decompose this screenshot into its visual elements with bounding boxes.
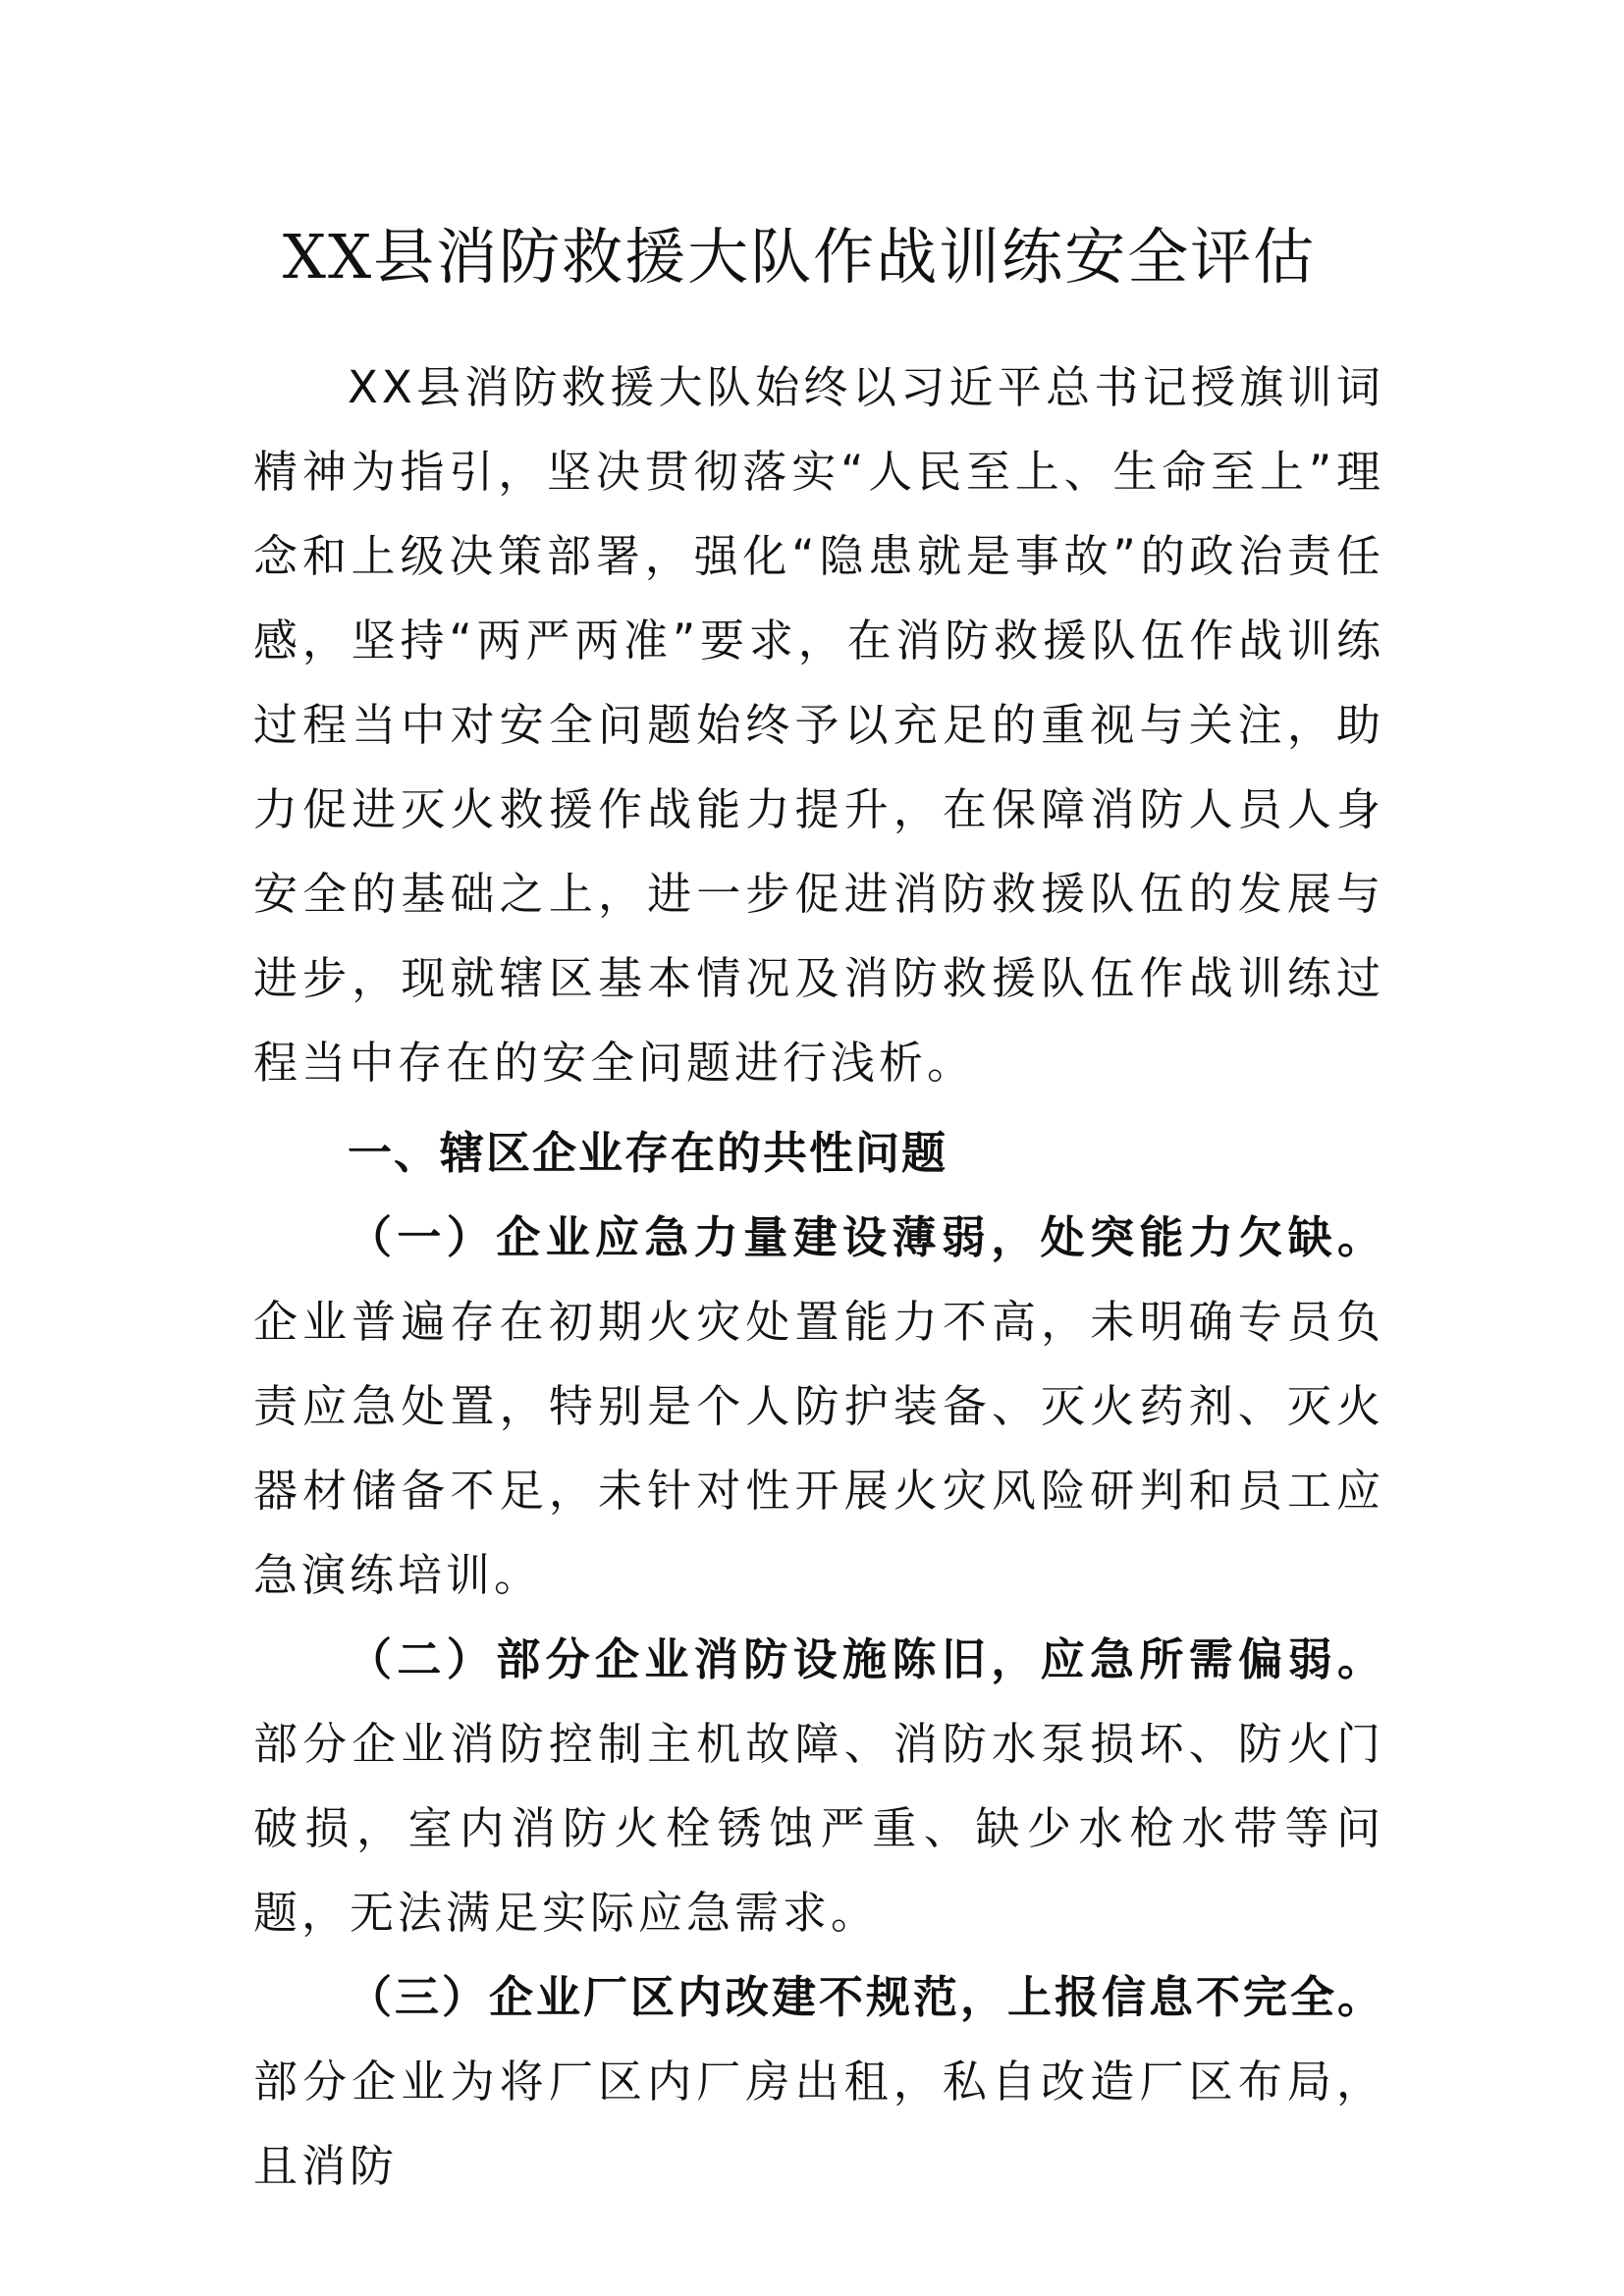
section-item-1-lead: （一）企业应急力量建设薄弱，处突能力欠缺。 bbox=[348, 1211, 1384, 1263]
section-item-2-body: 部分企业消防控制主机故障、消防水泵损坏、防火门破损，室内消防火栓锈蚀严重、缺少水枪水带等问题，无法满足实际应急需求。 bbox=[253, 1718, 1384, 1939]
section-item-2 bbox=[253, 1618, 1384, 1955]
section-item-2-lead: （二）部分企业消防设施陈旧，应急所需偏弱。 bbox=[348, 1633, 1384, 1685]
document-title: XX县消防救援大队作战训练安全评估 bbox=[282, 221, 1317, 293]
section-item-1 bbox=[253, 1196, 1384, 1618]
section-item-3-body: 部分企业为将厂区内厂房出租，私自改造厂区布局，且消防 bbox=[253, 2056, 1384, 2192]
intro-paragraph: XX县消防救援大队始终以习近平总书记授旗训词精神为指引，坚决贯彻落实“人民至上、生命至上”理念和上级决策部署，强化“隐患就是事故”的政治责任感，坚持“两严两准”要求，在消防救援队伍作战训练过程当中对安全问题始终予以充足的重视与关注，助力促进灭火救援作战能力提升，在保障消防人员人身安全的基础之上，进一步促进消防救援队伍的发展与进步，现就辖区基本情况及消防救援队伍作战训练过程当中存在的安全问题进行浅析。 bbox=[253, 361, 1384, 1089]
section-item-3 bbox=[253, 1955, 1384, 2209]
document-body bbox=[253, 208, 1384, 2209]
section-item-1-body: 企业普遍存在初期火灾处置能力不高，未明确专员负责应急处置，特别是个人防护装备、灭火药剂、灭火器材储备不足，未针对性开展火灾风险研判和员工应急演练培训。 bbox=[253, 1296, 1384, 1601]
section-heading: 一、辖区企业存在的共性问题 bbox=[348, 1127, 948, 1179]
section-item-3-lead: （三）企业厂区内改建不规范，上报信息不完全。 bbox=[348, 1971, 1385, 2023]
